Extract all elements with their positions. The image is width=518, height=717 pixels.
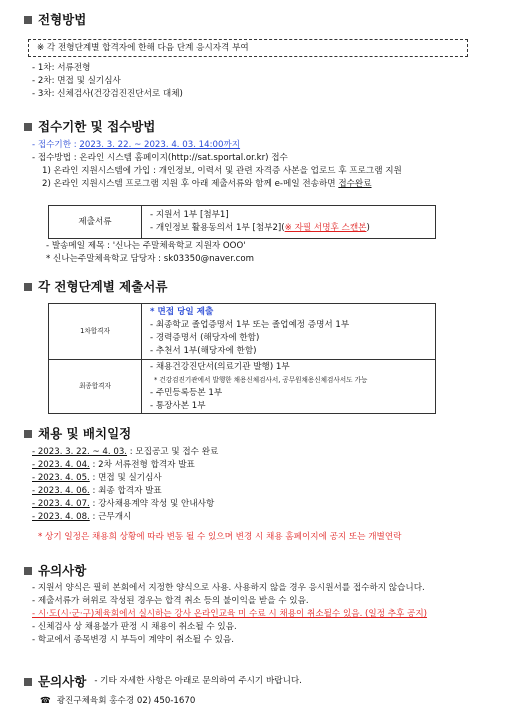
section-title-text: 유의사항 [38, 563, 87, 578]
square-bullet-icon [24, 123, 32, 131]
schedule-text: : 근무개시 [89, 512, 132, 522]
stage-2-line: - 통장사본 1부 [150, 400, 206, 411]
section-title-schedule [24, 426, 131, 442]
section-title-stage-documents [24, 279, 167, 295]
square-bullet-icon [24, 283, 32, 291]
section-title-inquiry [24, 674, 302, 690]
list-item: - 제출서류가 허위로 작성된 경우는 합격 취소 등의 불이익을 받을 수 있음. [32, 596, 309, 606]
schedule-item [32, 446, 218, 459]
schedule-text: : 면접 및 실기심사 [89, 473, 162, 483]
stage-2-line: - 주민등록등본 1부 [150, 387, 223, 398]
list-item: - 3차: 신체검사(건강검진진단서로 대체) [32, 89, 183, 99]
stage-2-line: - 채용건강진단서(의료기관 발행) 1부 [150, 361, 290, 372]
schedule-list [32, 446, 218, 524]
doc-privacy-close: ) [366, 223, 370, 233]
stage-2-head: 최종합격자 [49, 360, 142, 414]
schedule-date: - 2023. 4. 05. [32, 473, 90, 483]
list-item: - 시·도(시·군·구)체육회에서 실시하는 강사 온라인교육 미 수료 시 채용이 취소될수 있음. (일정 추후 공지) [32, 609, 428, 619]
contact-line [40, 696, 195, 707]
stage-2-body [142, 360, 436, 414]
step-2-emphasis: 접수완료 [338, 179, 372, 189]
stage-1-line: - 최종학교 졸업증명서 1부 또는 졸업예정 증명서 1부 [150, 319, 350, 330]
square-bullet-icon [24, 430, 32, 438]
table-body-cell [142, 206, 436, 239]
schedule-text: : 최종 합격자 발표 [89, 486, 162, 496]
doc-privacy-text: - 개인정보 활용동의서 1부 [첨부2]( [150, 223, 285, 233]
stage-1-line: * 면접 당일 제출 [150, 306, 214, 317]
deadline-label: - 접수기한 : [32, 140, 80, 150]
stage-1-line: - 추천서 1부(해당자에 한함) [150, 345, 257, 356]
schedule-item [32, 472, 218, 485]
selection-steps-list [32, 62, 183, 101]
section-title-text: 각 전형단계별 제출서류 [38, 279, 168, 294]
section-title-text: 채용 및 배치일정 [38, 426, 132, 441]
email-address-line: * 신나는주말체육학교 담당자 : sk03350@naver.com [46, 254, 255, 264]
section-title-application [24, 119, 155, 135]
square-bullet-icon [24, 567, 32, 575]
doc-privacy-note: ※ 자필 서명후 스캔본 [284, 223, 367, 233]
list-item: - 2차: 면접 및 실기심사 [32, 76, 121, 86]
step-2-text: 2) 온라인 지원시스템 프로그램 지원 후 아래 제출서류와 함께 e-메일 전송하면 [42, 179, 339, 189]
square-bullet-icon [24, 678, 32, 686]
doc-application-form: - 지원서 1부 [첨부1] [150, 210, 229, 220]
schedule-text: : 모집공고 및 접수 완료 [127, 447, 219, 457]
stage-2-line: * 건강검진기관에서 발행한 채용신체검사서, 공무원채용신체검사서도 가능 [154, 375, 368, 384]
square-bullet-icon [24, 16, 32, 24]
notice-text: ※ 각 전형단계별 합격자에 한해 다음 단계 응시자격 부여 [37, 43, 249, 53]
stage-1-body [142, 304, 436, 360]
schedule-date: - 2023. 4. 07. [32, 499, 90, 509]
section-title-precautions [24, 563, 86, 579]
schedule-date: - 2023. 3. 22. ~ 4. 03. [32, 447, 128, 457]
phone-icon: ☎ [40, 696, 51, 706]
contact-text: 광진구체육회 홍수경 02) 450-1670 [56, 696, 196, 706]
section-title-text: 전형방법 [38, 12, 87, 27]
doc-privacy-consent [150, 222, 435, 235]
list-item: - 학교에서 종목변경 시 부득이 계약이 취소될 수 있음. [32, 635, 235, 645]
stage-1-head: 1차합격자 [49, 304, 142, 360]
list-item: - 신체검사 상 채용불가 판정 시 채용이 취소될 수 있음. [32, 622, 237, 632]
schedule-item [32, 511, 218, 524]
schedule-item [32, 485, 218, 498]
schedule-note: * 상기 일정은 채용희 상황에 따라 변동 될 수 있으며 변경 시 채용 홈페이지에 공지 또는 개별연락 [38, 532, 402, 542]
deadline-value: 2023. 3. 22. ~ 2023. 4. 03. 14:00까지 [79, 140, 241, 150]
schedule-text: : 강사채용계약 작성 및 안내사항 [89, 499, 215, 509]
step-1-line: 1) 온라인 지원시스템에 가입 : 개인정보, 이력서 및 관련 자격증 사본을 업로드 후 프로그램 지원 [42, 166, 402, 176]
inquiry-subtitle: - 기타 자세한 사항은 아래로 문의하여 주시기 바랍니다. [94, 676, 302, 687]
list-item: - 1차: 서류전형 [32, 63, 91, 73]
table-head-cell: 제출서류 [49, 206, 142, 239]
section-title-selection-method [24, 12, 86, 28]
submission-docs-table [48, 205, 436, 239]
email-subject-line: - 발송메일 제목 : '신나는 주말체육학교 지원자 OOO' [46, 241, 246, 251]
schedule-date: - 2023. 4. 04. [32, 460, 90, 470]
schedule-text: : 2차 서류전형 합격자 발표 [89, 460, 195, 470]
list-item: - 지원서 양식은 필히 본회에서 지정한 양식으로 사용. 사용하지 않을 경우 응시원서를 접수하지 않습니다. [32, 583, 425, 593]
email-info [46, 240, 254, 266]
step-2-line [32, 178, 402, 191]
precautions-list [32, 582, 427, 647]
stage-documents-table [48, 303, 436, 414]
section-title-text: 접수기한 및 접수방법 [38, 119, 156, 134]
application-info [32, 139, 402, 191]
method-line: - 접수방법 : 온라인 시스템 홈페이지(http://sat.sportal.or.kr) 접수 [32, 153, 288, 163]
section-title-text: 문의사항 [38, 674, 87, 689]
schedule-item [32, 459, 218, 472]
schedule-item [32, 498, 218, 511]
notice-box [28, 39, 468, 57]
schedule-date: - 2023. 4. 08. [32, 512, 90, 522]
schedule-date: - 2023. 4. 06. [32, 486, 90, 496]
deadline-line [32, 139, 402, 152]
stage-1-line: - 경력증명서 (해당자에 한함) [150, 332, 260, 343]
